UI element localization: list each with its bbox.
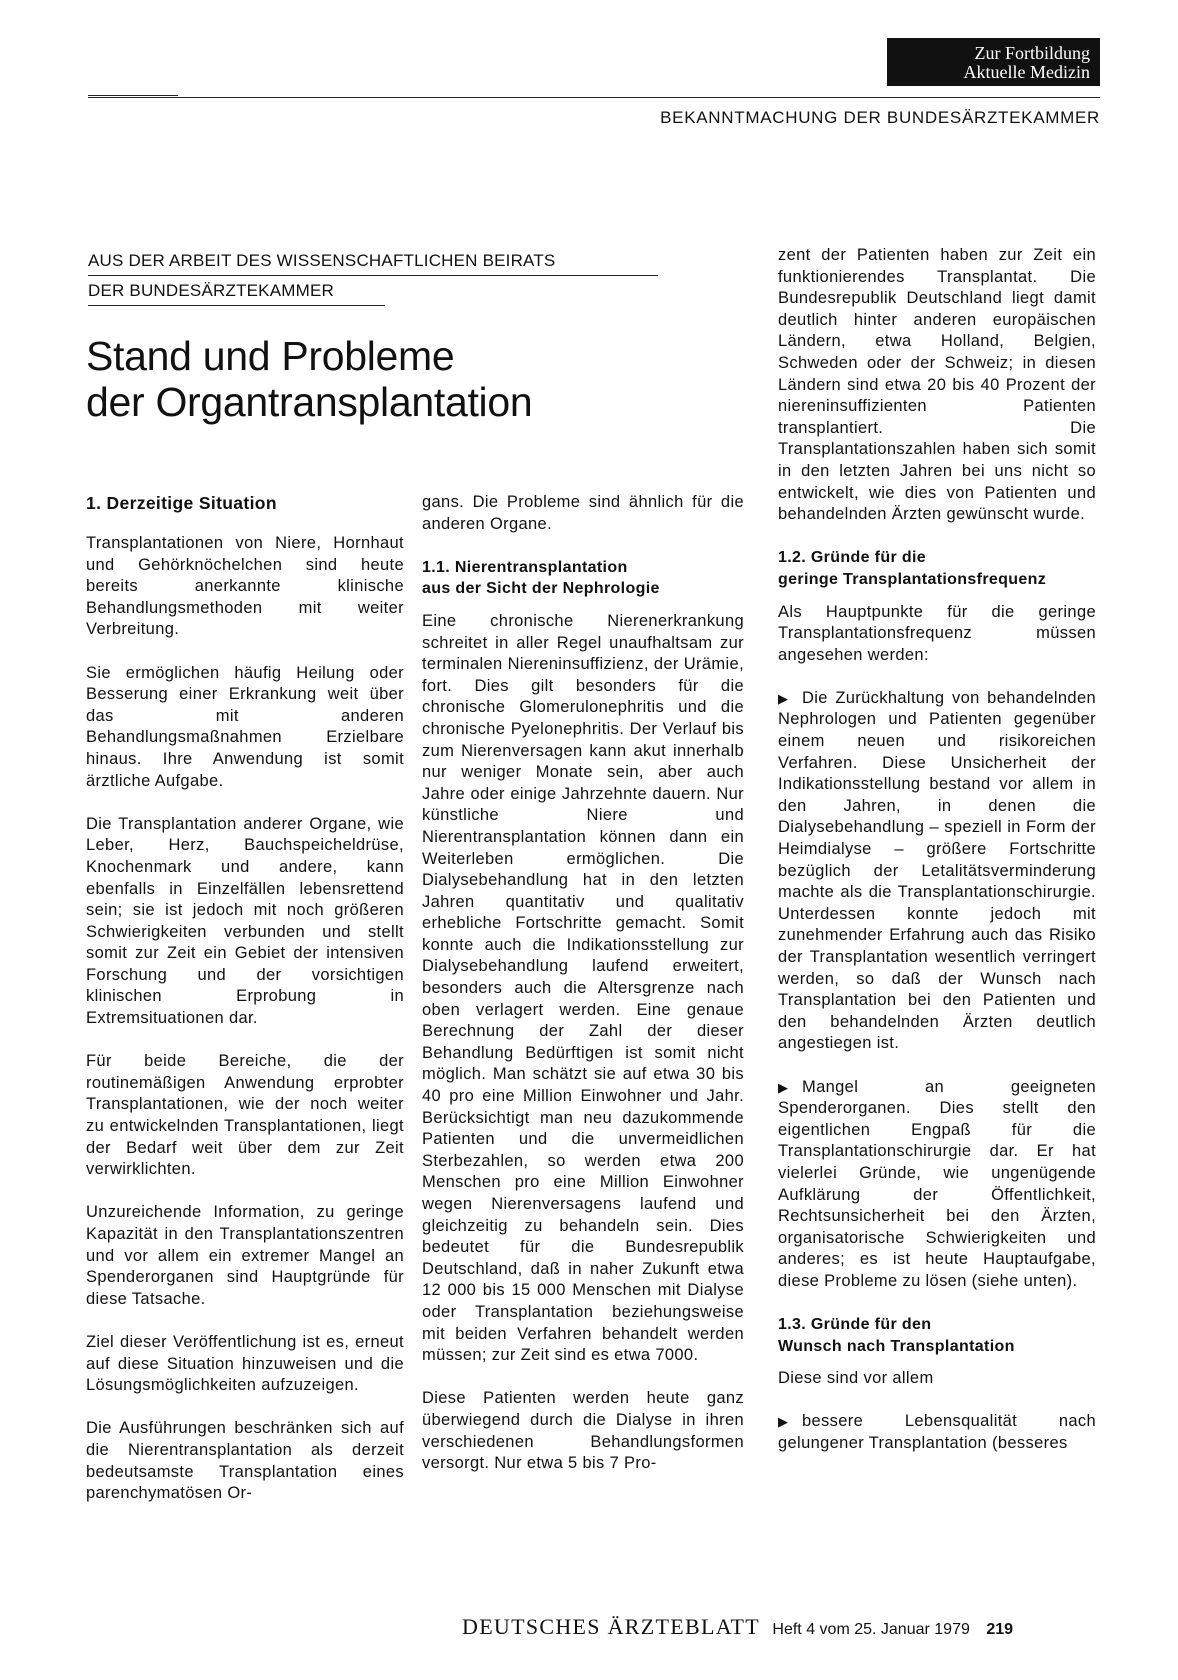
paragraph: Diese sind vor allem (778, 1369, 934, 1388)
header-rule-short (88, 95, 178, 96)
bullet-triangle-icon: ▶ (778, 690, 789, 706)
bullet-text: bessere Lebensqualität nach gelungener Transplantation (besseres (778, 1412, 1096, 1453)
heading-line: geringe Transplantationsfrequenz (778, 570, 1047, 588)
heading-line: aus der Sicht der Nephrologie (422, 580, 660, 598)
bullet-text: Die Zurückhaltung von behandelnden Nephrologen und Patienten gegenüber einem neuen und risikoreichen Verfahren. Diese Unsicherheit der Indikationsstellung bestand vor allem in den Jahren, in denen die Dialysebehandlung – speziell in Form der Heimdialyse – größere Fortschritte bezüglich der Letalitätsverminderung machte als die Transplantationschirurgie. Unterdessen konnte jedoch mit zunehmender Erfahrung auch das Risiko der Transplantation wesentlich verringert werden, so daß der Wunsch nach Transplantation bei den Patienten und den behandelnden Ärzten deutlich angestiegen ist. (778, 688, 1096, 1053)
paragraph: Unzureichende Information, zu geringe Kapazität in den Transplantationszentren und vor allem ein extremer Mangel an Spenderorganen sind Hauptgründe für diese Tatsache. (86, 1203, 404, 1308)
bullet-item (778, 688, 1096, 1055)
article-kicker (88, 248, 658, 308)
heading-line: Wunsch nach Transplantation (778, 1337, 1015, 1355)
bullet-text: Mangel an geeigneten Spenderorganen. Dies stellt den eigentlichen Engpaß für die Transplantationschirurgie dar. Er hat vielerlei Gründe, wie ungenügende Aufklärung der Öffentlichkeit, Rechtsunsicherheit bei den Ärzten, organisatorische Schwierigkeiten und anderes; es ist heute Hauptaufgabe, diese Probleme zu lösen (siehe unten). (778, 1077, 1096, 1290)
paragraph: Für beide Bereiche, die der routinemäßigen Anwendung erprobter Transplantationen, wie der noch weiter zu entwickelnden Transplantationen, liegt der Bedarf weit über dem zur Zeit verwirklichten. (86, 1052, 404, 1179)
article-title (86, 333, 686, 425)
heading-line: 1.3. Gründe für den (778, 1316, 932, 1334)
page-number: 219 (986, 1621, 1014, 1638)
article-title-line2: der Organtransplantation (86, 379, 533, 425)
heading-line: 1.2. Gründe für die (778, 549, 927, 567)
bullet-triangle-icon: ▶ (778, 1079, 789, 1095)
article-title-line1: Stand und Probleme (86, 333, 455, 379)
paragraph: Transplantationen von Niere, Hornhaut und Gehörknöchelchen sind heute bereits anerkannte klinische Behandlungsmethoden mit weiter Verbreitung. (86, 534, 404, 639)
header-section-title: BEKANNTMACHUNG DER BUNDESÄRZTEKAMMER (660, 108, 1100, 127)
kicker-line1: AUS DER ARBEIT DES WISSENSCHAFTLICHEN BEIRATS (88, 248, 658, 276)
text-column-2 (422, 492, 744, 1496)
section-tag-line1: Zur Fortbildung (974, 43, 1090, 63)
text-column-1 (86, 492, 404, 1526)
paragraph: Die Ausführungen beschränken sich auf die Nierentransplantation als derzeit bedeutsamste Transplantation eines parenchymatösen Or- (86, 1419, 404, 1503)
paragraph: Ziel dieser Veröffentlichung ist es, erneut auf diese Situation hinzuweisen und die Lösungsmöglichkeiten aufzuzeigen. (86, 1332, 404, 1395)
page-footer (462, 1614, 1102, 1640)
paragraph: Die Transplantation anderer Organe, wie Leber, Herz, Bauchspeicheldrüse, Knochenmark und andere, kann ebenfalls in Einzelfällen lebensrettend sein; sie ist jedoch mit noch größeren Schwierigkeiten verbunden und stellt somit zur Zeit ein Gebiet der intensiven Forschung und der vorsichtigen klinischen Erprobung in Extremsituationen dar. (86, 814, 404, 1028)
heading-line: 1.1. Nierentransplantation (422, 558, 628, 576)
journal-name: DEUTSCHES ÄRZTEBLATT (462, 1614, 760, 1639)
section-heading-1-3 (778, 1314, 1096, 1357)
bullet-item (778, 1411, 1096, 1454)
paragraph: Als Hauptpunkte für die geringe Transplantationsfrequenz müssen angesehen werden: (778, 602, 1096, 664)
section-heading-1: 1. Derzeitige Situation (86, 493, 277, 513)
paragraph: gans. Die Probleme sind ähnlich für die anderen Organe. (422, 493, 744, 533)
text-column-3 (778, 245, 1096, 1476)
paragraph: zent der Patienten haben zur Zeit ein funktionierendes Transplantat. Die Bundesrepublik Deutschland liegt damit deutlich hinter anderen europäischen Ländern, etwa Holland, Belgien, Schweden oder der Schweiz; in diesen Ländern sind etwa 20 bis 40 Prozent der niereninsuffizienten Patienten transplantiert. Die Transplantationszahlen haben sich somit in den letzten Jahren bei uns nicht so entwickelt, wie dies von Patienten und behandelnden Ärzten gewünscht wurde. (778, 246, 1096, 524)
kicker-line2: DER BUNDESÄRZTEKAMMER (88, 278, 385, 306)
header-rule (88, 97, 1100, 98)
issue-info: Heft 4 vom 25. Januar 1979 (772, 1621, 970, 1638)
bullet-triangle-icon: ▶ (778, 1414, 789, 1430)
section-heading-1-1 (422, 557, 744, 600)
section-tag-line2: Aktuelle Medizin (963, 62, 1090, 82)
paragraph: Eine chronische Nierenerkrankung schreitet in aller Regel unaufhaltsam zur terminalen Niereninsuffizienz, der Urämie, fort. Dies gilt besonders für die chronische Glomerulonephritis und die chronische Pyelonephritis. Der Verlauf bis zum Nierenversagen kann akut innerhalb nur weniger Monate sein, aber auch Jahre oder einige Jahrzehnte dauern. Nur künstliche Niere und Nierentransplantation können dann ein Weiterleben ermöglichen. Die Dialysebehandlung hat in den letzten Jahren quantitativ und qualitativ erhebliche Fortschritte gemacht. Somit konnte auch die Indikationsstellung zur Dialysebehandlung laufend erweitert, besonders auch die Altersgrenze nach oben verlagert werden. Eine genaue Berechnung der Zahl der dieser Behandlung Bedürftigen ist somit nicht möglich. Man schätzt sie auf etwa 30 bis 40 pro eine Million Einwohner und Jahr. Berücksichtigt man neu dazukommende Patienten und die unvermeidlichen Sterbezahlen, so werden etwa 200 Menschen pro eine Million Einwohner wegen Nierenversagens laufend und gleichzeitig zu behandeln sein. Dies bedeutet für die Bundesrepublik Deutschland, daß in naher Zukunft etwa 12 000 bis 15 000 Menschen mit Dialyse oder Transplantation beziehungsweise mit beiden Verfahren behandelt werden müssen; zur Zeit sind es etwa 7000. (422, 611, 744, 1365)
section-tag (887, 38, 1100, 86)
paragraph: Sie ermöglichen häufig Heilung oder Besserung einer Erkrankung weit über das mit anderen Behandlungsmaßnahmen Erzielbare hinaus. Ihre Anwendung ist somit ärztliche Aufgabe. (86, 663, 404, 790)
section-heading-1-2 (778, 547, 1096, 590)
paragraph: Diese Patienten werden heute ganz überwiegend durch die Dialyse in ihren verschiedenen Behandlungsformen versorgt. Nur etwa 5 bis 7 Pro- (422, 1389, 744, 1473)
bullet-item (778, 1077, 1096, 1293)
